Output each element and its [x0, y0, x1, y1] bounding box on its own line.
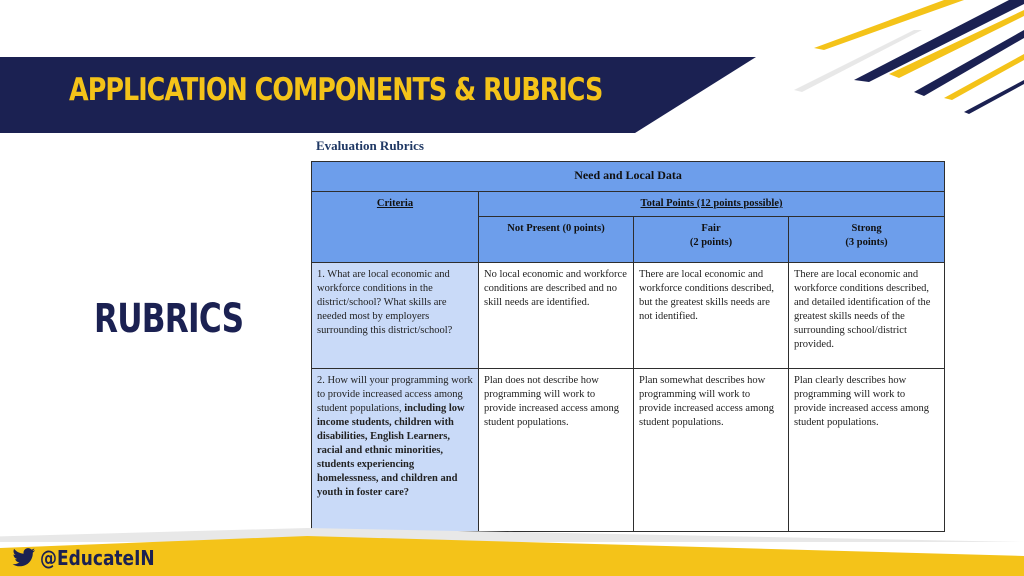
section-heading: RUBRICS	[94, 296, 244, 342]
table-row	[312, 263, 945, 369]
total-points-header: Total Points (12 points possible)	[479, 192, 945, 217]
criteria-text: 2. How will your programming work to provide increased access among student populations,	[317, 375, 473, 414]
criteria-header: Criteria	[312, 192, 479, 263]
level-label: Strong	[851, 223, 882, 234]
rubric-table	[311, 161, 945, 532]
strong-cell: There are local economic and workforce conditions described, and detailed identification of the greatest skills needs of the surrounding school/district provided.	[789, 263, 945, 369]
table-row	[312, 369, 945, 532]
level-not-present-header	[479, 217, 634, 263]
document-title: Evaluation Rubrics	[316, 138, 424, 153]
decorative-streaks	[794, 0, 1024, 130]
slide-title: APPLICATION COMPONENTS & RUBRICS	[69, 72, 603, 108]
twitter-bird-icon	[12, 548, 36, 568]
level-fair-header	[634, 217, 789, 263]
level-label: Fair	[701, 223, 721, 234]
not-present-cell: No local economic and workforce conditions are described and no skill needs are identified.	[479, 263, 634, 369]
criteria-emphasis: including low income students, children with disabilities, English Learners, racial and ethnic minorities, students experiencing homelessness, and children and youth in foster care?	[317, 403, 465, 498]
criteria-text: 1. What are local economic and workforce conditions in the district/school? What skills are needed most by employers surrounding this district/school?	[317, 269, 453, 336]
level-points: (2 points)	[689, 237, 733, 248]
social-handle[interactable]	[12, 546, 175, 570]
fair-cell: Plan somewhat describes how programming will work to provide increased access among student populations.	[634, 369, 789, 532]
level-label: Not Present (0 points)	[507, 223, 605, 234]
strong-cell: Plan clearly describes how programming will work to provide increased access among student populations.	[789, 369, 945, 532]
fair-cell: There are local economic and workforce conditions described, but the greatest skills needs are not identified.	[634, 263, 789, 369]
handle-text: @EducateIN	[40, 546, 155, 570]
criteria-cell	[312, 369, 479, 532]
section-header: Need and Local Data	[312, 162, 945, 192]
criteria-cell	[312, 263, 479, 369]
level-strong-header	[789, 217, 945, 263]
level-points: (3 points)	[845, 237, 888, 248]
not-present-cell: Plan does not describe how programming will work to provide increased access among student populations.	[479, 369, 634, 532]
